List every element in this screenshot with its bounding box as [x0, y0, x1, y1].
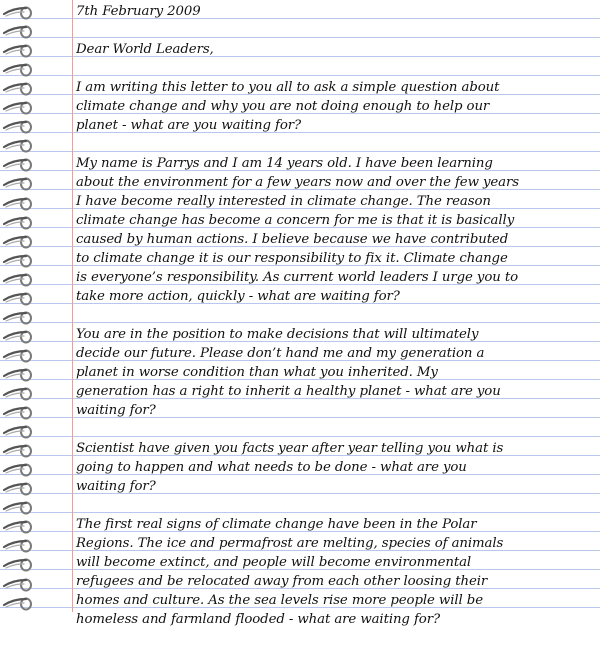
spiral-ring-icon — [2, 195, 38, 211]
paragraph-future: You are in the position to make decisions that will ultimately decide our future. Please don’t hand me and my generation a planet in worse condition than what you inherited. My generation has a right to inherit a healthy planet - what are you waiting for? — [76, 327, 501, 418]
spiral-ring-icon — [2, 385, 38, 401]
spiral-binding — [0, 0, 40, 612]
letter-date: 7th February 2009 — [76, 4, 201, 19]
spiral-ring-icon — [2, 42, 38, 58]
spiral-ring-icon — [2, 4, 38, 20]
spiral-ring-icon — [2, 309, 38, 325]
spiral-ring-icon — [2, 537, 38, 553]
paragraph-polar-regions: The first real signs of climate change have been in the Polar Regions. The ice and permafrost are melting, species of animals will become extinct, and people will become environmental refugees and be relocated away from each other loosing their homes and culture. As the sea levels rise more people will be homeless and farmland flooded - what are waiting for? — [76, 517, 504, 627]
spiral-ring-icon — [2, 80, 38, 96]
spiral-ring-icon — [2, 595, 38, 611]
spiral-ring-icon — [2, 214, 38, 230]
spiral-ring-icon — [2, 576, 38, 592]
spiral-ring-icon — [2, 233, 38, 249]
spiral-ring-icon — [2, 252, 38, 268]
margin-line — [72, 0, 73, 612]
spiral-ring-icon — [2, 461, 38, 477]
spiral-ring-icon — [2, 556, 38, 572]
spiral-ring-icon — [2, 175, 38, 191]
spiral-ring-icon — [2, 347, 38, 363]
spiral-ring-icon — [2, 499, 38, 515]
letter-body — [76, 2, 594, 648]
spiral-ring-icon — [2, 518, 38, 534]
letter-greeting: Dear World Leaders, — [76, 42, 214, 57]
spiral-ring-icon — [2, 442, 38, 458]
spiral-ring-icon — [2, 480, 38, 496]
spiral-ring-icon — [2, 137, 38, 153]
spiral-ring-icon — [2, 99, 38, 115]
spiral-ring-icon — [2, 156, 38, 172]
spiral-ring-icon — [2, 118, 38, 134]
paragraph-scientists: Scientist have given you facts year after year telling you what is going to happen and what needs to be done - what are you waiting for? — [76, 441, 504, 494]
paragraph-intro: I am writing this letter to you all to ask a simple question about climate change and why you are not doing enough to help our planet - what are you waiting for? — [76, 80, 500, 133]
spiral-ring-icon — [2, 366, 38, 382]
spiral-ring-icon — [2, 23, 38, 39]
spiral-ring-icon — [2, 328, 38, 344]
paragraph-about-me: My name is Parrys and I am 14 years old. I have been learning about the environment for a few years now and over the few years I have become really interested in climate change. The reason climate change has become a concern for me is that it is basically caused by human actions. I believe because we have contributed to climate change it is our responsibility to fix it. Climate change is everyone’s responsibility. As current world leaders I urge you to take more action, quickly - what are waiting for? — [76, 156, 519, 304]
spiral-ring-icon — [2, 61, 38, 77]
spiral-ring-icon — [2, 404, 38, 420]
spiral-ring-icon — [2, 290, 38, 306]
spiral-ring-icon — [2, 271, 38, 287]
spiral-ring-icon — [2, 423, 38, 439]
